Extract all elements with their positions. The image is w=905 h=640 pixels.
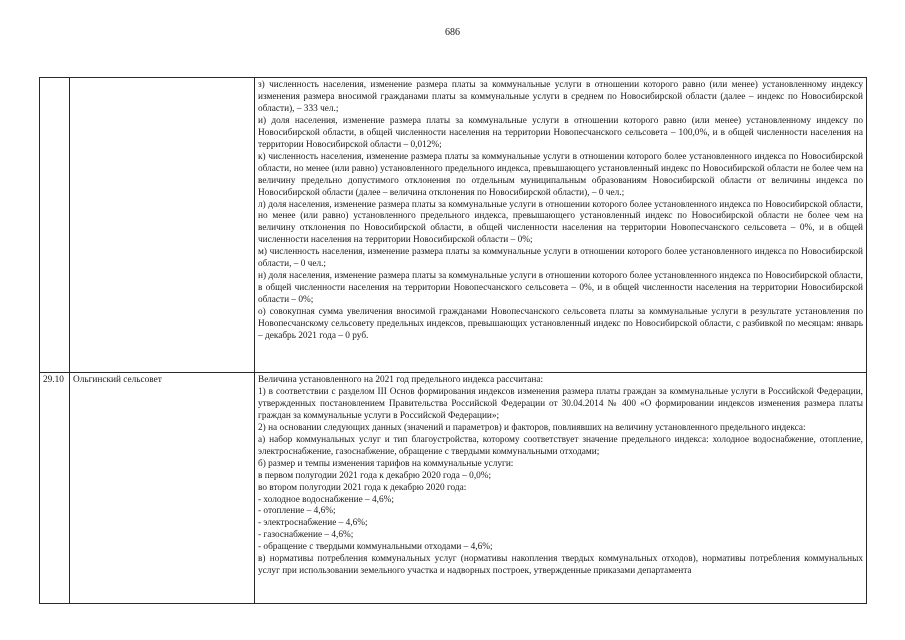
- paragraph: 2) на основании следующих данных (значений и параметров) и факторов, повлиявших на величину установленного предельного индекса:: [258, 422, 806, 433]
- paragraph: - обращение с твердыми коммунальными отходами – 4,6%;: [258, 542, 493, 553]
- paragraph: к) численность населения, изменение размера платы за коммунальные услуги в отношении которого более установленного индекса по Новосибирской области, но менее (или равно) установленного предельного индекса, превышающего установленный индекс по Новосибирской области не более чем на величину предельно допустимого отклонения по отдельным муниципальным образованиям Новосибирской области от величины индекса по Новосибирской области (далее – величина отклонения по Новосибирской области), – 0 чел.;: [258, 151, 863, 198]
- row-name-cell: [70, 373, 255, 604]
- paragraph: во втором полугодии 2021 года к декабрю 2020 года:: [258, 482, 467, 493]
- paragraph: о) совокупная сумма увеличения вносимой гражданами Новопесчанского сельсовета платы за коммунальные услуги в результате установления по Новопесчанскому сельсовету предельных индексов, превышающих установленный индекс по Новосибирской области, с разбивкой по месяцам: январь – декабрь 2021 года – 0 руб.: [258, 307, 863, 342]
- row-name-cell: [70, 78, 255, 373]
- table-row: [40, 78, 867, 373]
- paragraph: в первом полугодии 2021 года к декабрю 2020 года – 0,0%;: [258, 470, 492, 481]
- paragraph: - холодное водоснабжение – 4,6%;: [258, 494, 394, 505]
- row-text-cell: [255, 78, 867, 373]
- paragraph: а) набор коммунальных услуг и тип благоустройства, которому соответствует значение предельного индекса: холодное водоснабжение, отопление, электроснабжение, газоснабжение, обращение с твердыми коммунальными отходами;: [258, 434, 863, 457]
- paragraph: н) доля населения, изменение размера платы за коммунальные услуги в отношении которого более установленного индекса по Новосибирской области, в общей численности населения на территории Новопесчанского сельсовета – 0%, и в общей численности населения на территории Новосибирской области – 0%;: [258, 271, 863, 306]
- paragraph: з) численность населения, изменение размера платы за коммунальные услуги в отношении которого равно (или менее) установленному индексу изменения размера вносимой гражданами платы за коммунальные услуги в среднем по Новосибирской области (далее – индекс по Новосибирской области), – 333 чел.;: [258, 80, 863, 114]
- paragraph: 1) в соответствии с разделом III Основ формирования индексов изменения размера платы граждан за коммунальные услуги в Российской Федерации, утвержденных постановлением Правительства Российской Федерации от 30.04.2014 № 400 «О формировании индексов изменения размера платы граждан за коммунальные услуги в Российской Федерации»;: [258, 386, 863, 421]
- paragraph: и) доля населения, изменение размера платы за коммунальные услуги в отношении которого равно (или менее) установленному индексу по Новосибирской области, в общей численности населения на территории Новопесчанского сельсовета – 100,0%, и в общей численности населения на территории Новосибирской области – 0,012%;: [258, 115, 863, 150]
- row-number: 29.10: [43, 375, 64, 385]
- paragraph: - газоснабжение – 4,6%;: [258, 530, 354, 541]
- paragraph: л) доля населения, изменение размера платы за коммунальные услуги в отношении которого более установленного индекса по Новосибирской области, но менее (или равно) установленного предельного индекса, превышающего установленный индекс по Новосибирской области не более чем на величину отклонения по Новосибирской области, в общей численности населения на территории Новопесчанского сельсовета – 0%, и в общей численности населения на территории Новосибирской области – 0%;: [258, 199, 863, 246]
- table-row: [40, 373, 867, 604]
- paragraph: в) нормативы потребления коммунальных услуг (нормативы накопления твердых коммунальных отходов), нормативы потребления коммунальных услуг при использовании земельного участка и надворных построек, утвержденные приказами департамента: [258, 554, 863, 577]
- row-number-cell: [40, 78, 70, 373]
- paragraph: - электроснабжение – 4,6%;: [258, 518, 368, 529]
- paragraph: б) размер и темпы изменения тарифов на коммунальные услуги:: [258, 458, 514, 469]
- row-number-cell: [40, 373, 70, 604]
- paragraph: м) численность населения, изменение размера платы за коммунальные услуги в отношении которого более установленного индекса по Новосибирской области, – 0 чел.;: [258, 247, 863, 270]
- row-text-cell: [255, 373, 867, 604]
- document-table: [39, 77, 867, 604]
- page-number: 686: [445, 27, 460, 38]
- row-name: Ольгинский сельсовет: [73, 375, 162, 385]
- paragraph: - отопление – 4,6%;: [258, 506, 336, 517]
- paragraph: Величина установленного на 2021 год предельного индекса рассчитана:: [258, 375, 544, 385]
